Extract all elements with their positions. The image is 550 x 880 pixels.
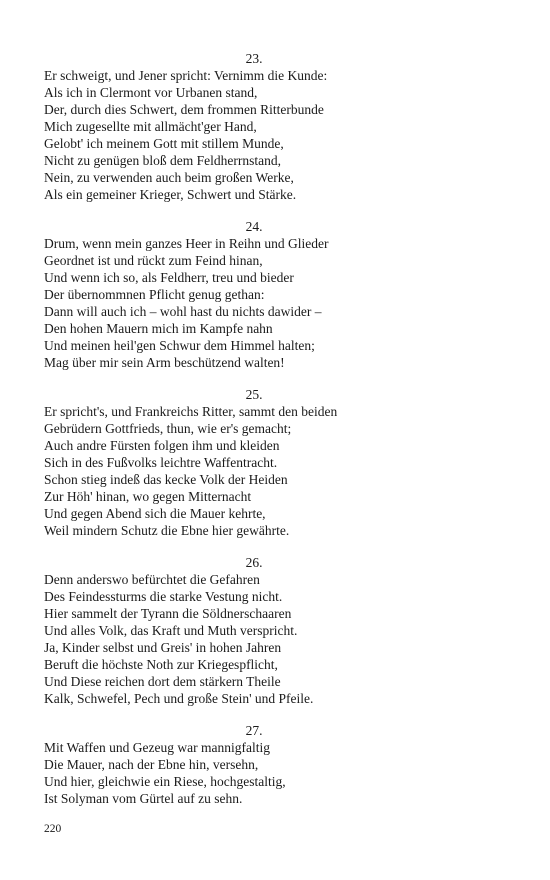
verse-line: Der übernommnen Pflicht genug gethan: (44, 287, 265, 302)
verse-line: Kalk, Schwefel, Pech und große Stein' und Pfeile. (44, 691, 314, 706)
stanza-number: 23. (245, 51, 263, 66)
stanza-number: 24. (245, 219, 263, 234)
verse-line: Mich zugesellte mit allmächt'ger Hand, (44, 119, 257, 134)
verse-line: Beruft die höchste Noth zur Kriegespflicht, (44, 657, 278, 672)
verse-line: Und wenn ich so, als Feldherr, treu und bieder (44, 270, 294, 285)
verse-line: Er spricht's, und Frankreichs Ritter, sammt den beiden (44, 404, 338, 419)
verse-line: Die Mauer, nach der Ebne hin, versehn, (44, 757, 259, 772)
verse-line: Hier sammelt der Tyrann die Söldnerschaaren (44, 606, 292, 621)
stanza-number: 25. (245, 387, 263, 402)
stanza-number: 26. (245, 555, 263, 570)
verse-line: Gebrüdern Gottfrieds, thun, wie er's gemacht; (44, 421, 292, 436)
verse-line: Mag über mir sein Arm beschützend walten! (44, 355, 285, 370)
verse-line: Als ich in Clermont vor Urbanen stand, (44, 85, 258, 100)
poem-text (44, 50, 464, 822)
verse-line: Zur Höh' hinan, wo gegen Mitternacht (44, 489, 252, 504)
stanza-27 (44, 722, 464, 807)
page-number: 220 (44, 823, 62, 835)
stanza-23 (44, 50, 464, 203)
verse-line: Und meinen heil'gen Schwur dem Himmel halten; (44, 338, 315, 353)
stanza-number: 27. (245, 723, 263, 738)
verse-line: Sich in des Fußvolks leichtre Waffentracht. (44, 455, 278, 470)
verse-line: Des Feindessturms die starke Vestung nicht. (44, 589, 283, 604)
verse-line: Ist Solyman vom Gürtel auf zu sehn. (44, 791, 243, 806)
verse-line: Nein, zu verwenden auch beim großen Werke, (44, 170, 294, 185)
verse-line: Der, durch dies Schwert, dem frommen Ritterbunde (44, 102, 324, 117)
verse-line: Auch andre Fürsten folgen ihm und kleiden (44, 438, 280, 453)
verse-line: Den hohen Mauern mich im Kampfe nahn (44, 321, 273, 336)
verse-line: Ja, Kinder selbst und Greis' in hohen Jahren (44, 640, 282, 655)
verse-line: Und alles Volk, das Kraft und Muth verspricht. (44, 623, 298, 638)
verse-line: Schon stieg indeß das kecke Volk der Heiden (44, 472, 288, 487)
verse-line: Er schweigt, und Jener spricht: Vernimm die Kunde: (44, 68, 328, 83)
verse-line: Und hier, gleichwie ein Riese, hochgestaltig, (44, 774, 286, 789)
verse-line: Als ein gemeiner Krieger, Schwert und Stärke. (44, 187, 297, 202)
stanza-24 (44, 218, 464, 371)
verse-line: Geordnet ist und rückt zum Feind hinan, (44, 253, 263, 268)
verse-line: Gelobt' ich meinem Gott mit stillem Munde, (44, 136, 284, 151)
stanza-25 (44, 386, 464, 539)
verse-line: Dann will auch ich – wohl hast du nichts dawider – (44, 304, 322, 319)
stanza-26 (44, 554, 464, 707)
verse-line: Drum, wenn mein ganzes Heer in Reihn und Glieder (44, 236, 329, 251)
verse-line: Nicht zu genügen bloß dem Feldherrnstand, (44, 153, 281, 168)
verse-line: Weil mindern Schutz die Ebne hier gewährte. (44, 523, 290, 538)
verse-line: Und gegen Abend sich die Mauer kehrte, (44, 506, 266, 521)
verse-line: Mit Waffen und Gezeug war mannigfaltig (44, 740, 270, 755)
verse-line: Und Diese reichen dort dem stärkern Theile (44, 674, 281, 689)
verse-line: Denn anderswo befürchtet die Gefahren (44, 572, 260, 587)
